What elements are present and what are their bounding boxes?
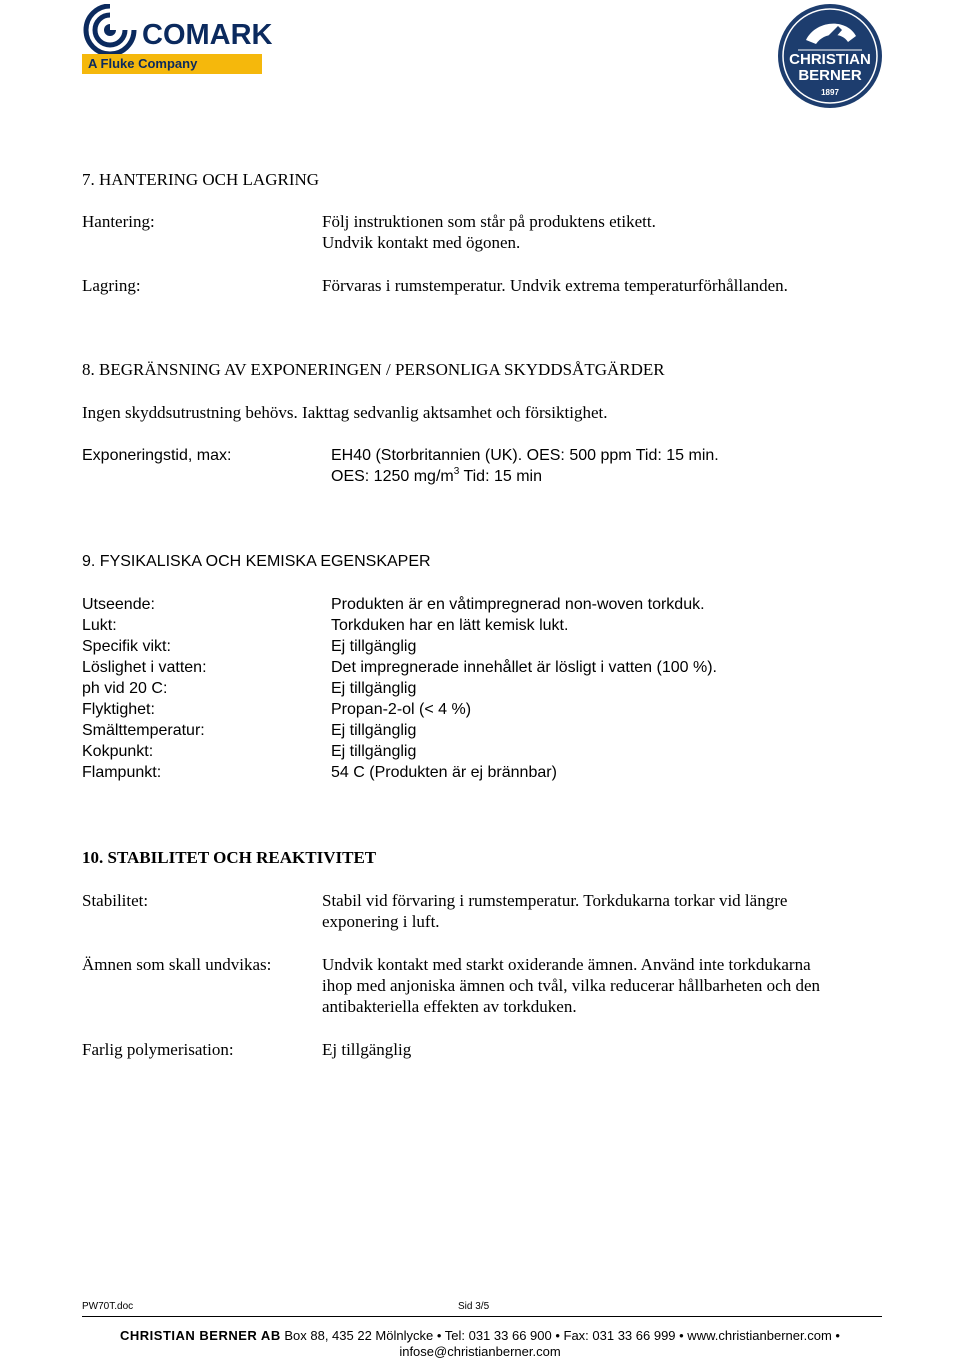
footer-divider [82, 1316, 882, 1317]
prop-value: Torkduken har en lätt kemisk lukt. [331, 617, 569, 634]
exponeringstid-label: Exponeringstid, max: [82, 447, 232, 464]
prop-label: ph vid 20 C: [82, 680, 168, 697]
footer-doc-name: PW70T.doc [82, 1301, 134, 1312]
prop-label: Flyktighet: [82, 701, 155, 718]
comark-wordmark: COMARK [142, 19, 273, 51]
christian-berner-logo [776, 2, 884, 110]
exponeringstid-value-line2 [331, 466, 542, 487]
prop-label: Specifik vikt: [82, 638, 171, 655]
exponeringstid-value-line1: EH40 (Storbritannien (UK). OES: 500 ppm Tid: 15 min. [331, 447, 719, 464]
footer-address-text: Box 88, 435 22 Mölnlycke • Tel: 031 33 66 900 • Fax: 031 33 66 999 • www.christianberner.com • [284, 1328, 840, 1343]
prop-value: Ej tillgänglig [331, 680, 417, 697]
prop-value: Det impregnerade innehållet är lösligt i vatten (100 %). [331, 659, 717, 676]
stabilitet-label: Stabilitet: [82, 891, 149, 910]
avoid-value-line3: antibakteriella effekten av torkduken. [322, 997, 577, 1016]
prop-label: Kokpunkt: [82, 743, 154, 760]
section-7-title: 7. HANTERING OCH LAGRING [82, 170, 320, 189]
footer-company: CHRISTIAN BERNER AB [120, 1328, 281, 1343]
fluke-tagline: A Fluke Company [88, 56, 198, 71]
prop-label: Lukt: [82, 617, 117, 634]
footer-email: infose@christianberner.com [399, 1344, 561, 1359]
exp-line2-sup: 3 [453, 466, 460, 477]
hantering-label: Hantering: [82, 212, 155, 231]
hantering-value-line2: Undvik kontakt med ögonen. [322, 233, 521, 252]
cb-logo-line2: BERNER [798, 67, 862, 84]
prop-label: Smälttemperatur: [82, 722, 205, 739]
cb-logo-line1: CHRISTIAN [789, 51, 871, 68]
comark-logo [82, 2, 273, 76]
prop-value: Ej tillgänglig [331, 722, 417, 739]
lagring-label: Lagring: [82, 276, 141, 295]
prop-value: Propan-2-ol (< 4 %) [331, 701, 472, 718]
stabilitet-value-line2: exponering i luft. [322, 912, 440, 931]
section-9-title: 9. FYSIKALISKA OCH KEMISKA EGENSKAPER [82, 553, 431, 570]
avoid-label: Ämnen som skall undvikas: [82, 955, 272, 974]
stabilitet-value-line1: Stabil vid förvaring i rumstemperatur. Torkdukarna torkar vid längre [322, 891, 788, 910]
prop-value: Ej tillgänglig [331, 638, 417, 655]
section-8-title: 8. BEGRÄNSNING AV EXPONERINGEN / PERSONLIGA SKYDDSÅTGÄRDER [82, 360, 665, 379]
section-10-title: 10. STABILITET OCH REAKTIVITET [82, 848, 377, 867]
section-8-intro: Ingen skyddsutrustning behövs. Iakttag sedvanlig aktsamhet och försiktighet. [82, 403, 608, 422]
prop-label: Flampunkt: [82, 764, 162, 781]
lagring-value: Förvaras i rumstemperatur. Undvik extrema temperaturförhållanden. [322, 276, 788, 295]
prop-value: Ej tillgänglig [331, 743, 417, 760]
hantering-value-line1: Följ instruktionen som står på produktens etikett. [322, 212, 656, 231]
polymerisation-value: Ej tillgänglig [322, 1040, 412, 1059]
prop-label: Löslighet i vatten: [82, 659, 207, 676]
prop-value: Produkten är en våtimpregnerad non-woven torkduk. [331, 596, 705, 613]
cb-logo-year: 1897 [821, 88, 839, 97]
footer-page-number: Sid 3/5 [458, 1301, 490, 1312]
avoid-value-line1: Undvik kontakt med starkt oxiderande ämnen. Använd inte torkdukarna [322, 955, 811, 974]
avoid-value-line2: ihop med anjoniska ämnen och tvål, vilka reducerar hållbarheten och den [322, 976, 821, 995]
footer-address [0, 1328, 960, 1344]
prop-label: Utseende: [82, 596, 155, 613]
exp-line2-pre: OES: 1250 mg/m [331, 468, 454, 485]
prop-value: 54 C (Produkten är ej brännbar) [331, 764, 557, 781]
comark-swirl-icon [82, 4, 142, 56]
exp-line2-post: Tid: 15 min [459, 468, 542, 485]
polymerisation-label: Farlig polymerisation: [82, 1040, 234, 1059]
